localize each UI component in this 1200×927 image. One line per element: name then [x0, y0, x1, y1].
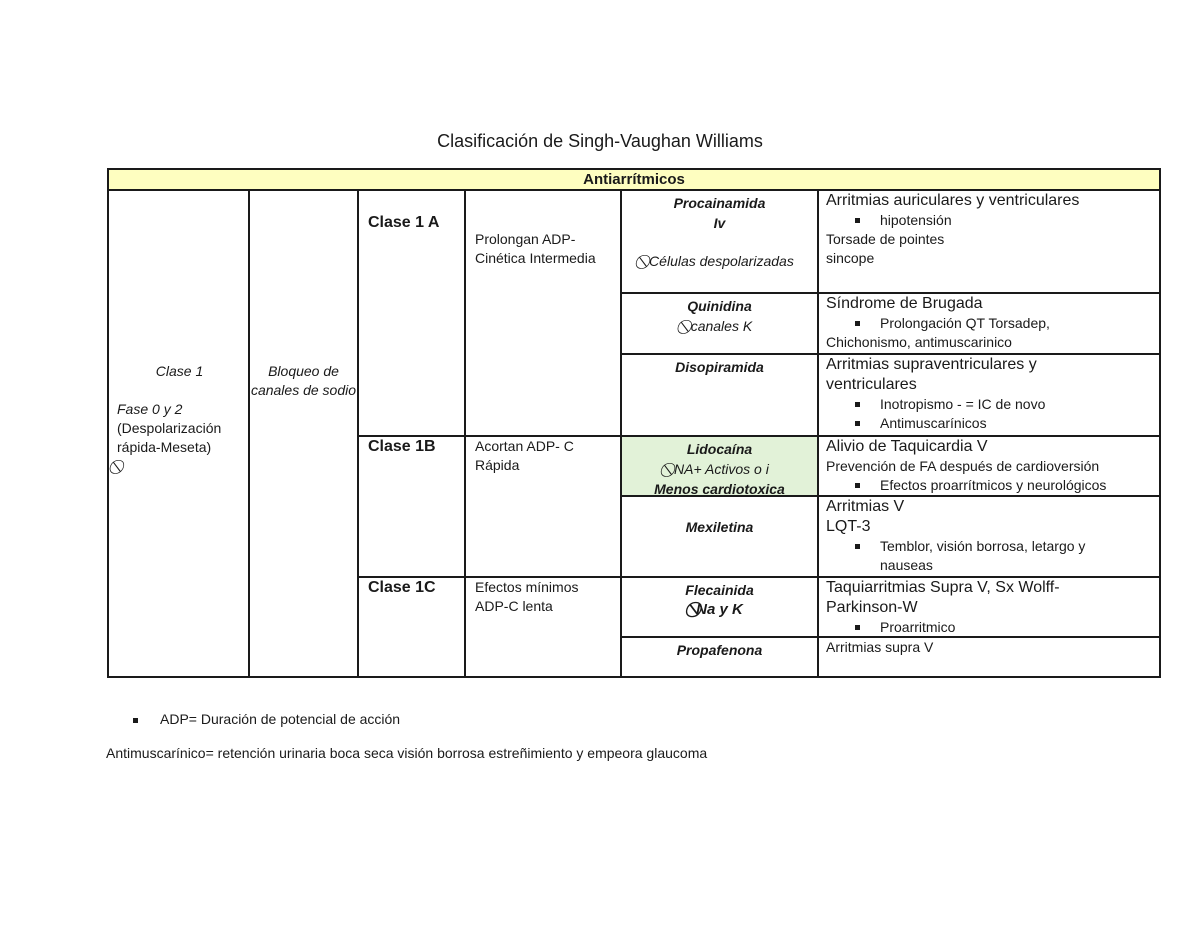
subclass-1c-label: Clase 1C [368, 579, 436, 596]
col-divider [248, 191, 250, 678]
drug-mexiletina [622, 497, 817, 576]
indication-bullet: Temblor, visión borrosa, letargo y nauseas [826, 537, 1140, 575]
drug-name: Disopiramida [675, 359, 764, 375]
drug-note: ⃠ Células despolarizadas [645, 253, 794, 269]
drug-name: Lidocaína [686, 441, 753, 457]
drug-name: Mexiletina [685, 519, 754, 535]
footnote-line: Antimuscarínico= retención urinaria boca seca visión borrosa estreñimiento y empeora glaucoma [106, 745, 708, 761]
indications-lidocaina [819, 437, 1159, 495]
drug-note: ⃠ NA+ Activos o i [670, 461, 769, 477]
drug-note: ⃠ canales K [686, 318, 753, 334]
indication-text: Prevención de FA después de cardioversión [826, 458, 1100, 474]
indication-bullet: Proarritmico [826, 618, 1105, 637]
indication-text: Chichonismo, antimuscarinico [826, 334, 1012, 350]
footnote-bullet [132, 711, 400, 727]
indication-bullet: Efectos proarrítmicos y neurológicos [826, 476, 1155, 495]
page-title: Clasificación de Singh-Vaughan Williams [437, 131, 763, 151]
mechanism-cell: Bloqueo de canales de sodio [250, 363, 357, 398]
prohibition-icon [111, 457, 248, 476]
class-phase: Fase 0 y 2 [117, 401, 183, 417]
subclass-1a-effect: Prolongan ADP- Cinética Intermedia [475, 231, 596, 266]
indication-bullet: Prolongación QT Torsadep, [826, 314, 1155, 333]
drug-route: Iv [713, 215, 726, 231]
drug-name: Procainamida [673, 195, 766, 211]
indication-text: Torsade de pointes [826, 231, 945, 247]
drug-quinidina [622, 294, 817, 353]
antiarrhythmics-table [107, 168, 1161, 678]
indication-bullet: Inotropismo - = IC de novo [826, 395, 1105, 414]
indication-text: Arritmias V [826, 498, 905, 515]
indications-quinidina [819, 294, 1159, 352]
indications-flecainida [819, 578, 1109, 637]
subclass-1b-effect: Acortan ADP- C Rápida [475, 438, 574, 473]
indication-text: Arritmias supraventriculares y ventriculares [826, 356, 1037, 393]
class-name: Clase 1 [155, 363, 204, 379]
subclass-1a-label: Clase 1 A [368, 214, 440, 231]
drug-disopiramida [622, 355, 817, 435]
indication-text: Alivio de Taquicardia V [826, 438, 988, 455]
indication-text: Taquiarritmias Supra V, Sx Wolff-Parkinson-W [826, 579, 1060, 616]
table-header: Antiarrítmicos [109, 170, 1159, 191]
drug-name: Quinidina [687, 298, 752, 314]
drug-flecainida [622, 578, 817, 636]
indications-mexiletina [819, 497, 1159, 575]
indication-text: sincope [826, 250, 875, 266]
drug-note: ⃠Na y K [696, 601, 743, 618]
drug-procainamida [622, 191, 817, 292]
class-detail: (Despolarización rápida-Meseta) [117, 420, 222, 455]
subclass-1b-label: Clase 1B [368, 438, 436, 455]
drug-propafenona [622, 638, 817, 678]
drug-lidocaina [622, 437, 817, 495]
indication-text: LQT-3 [826, 518, 871, 535]
indication-bullet: hipotensión [826, 211, 1155, 230]
drug-note-2: Menos cardiotoxica [654, 481, 785, 497]
indication-bullet: Antimuscarínicos [826, 414, 1105, 433]
indications-procainamida [819, 191, 1159, 268]
indication-text: Síndrome de Brugada [826, 295, 983, 312]
indication-text: Arritmias auriculares y ventriculares [826, 192, 1080, 209]
indications-disopiramida [819, 355, 1109, 433]
class-cell [111, 362, 248, 476]
footnote-bullet-text: ADP= Duración de potencial de acción [160, 711, 401, 727]
indications-propafenona [819, 638, 1159, 657]
drug-name: Propafenona [676, 642, 763, 658]
subclass-1c-effect: Efectos mínimos ADP-C lenta [475, 579, 579, 614]
drug-name: Flecainida [685, 582, 754, 598]
indication-text: Arritmias supra V [826, 639, 934, 655]
